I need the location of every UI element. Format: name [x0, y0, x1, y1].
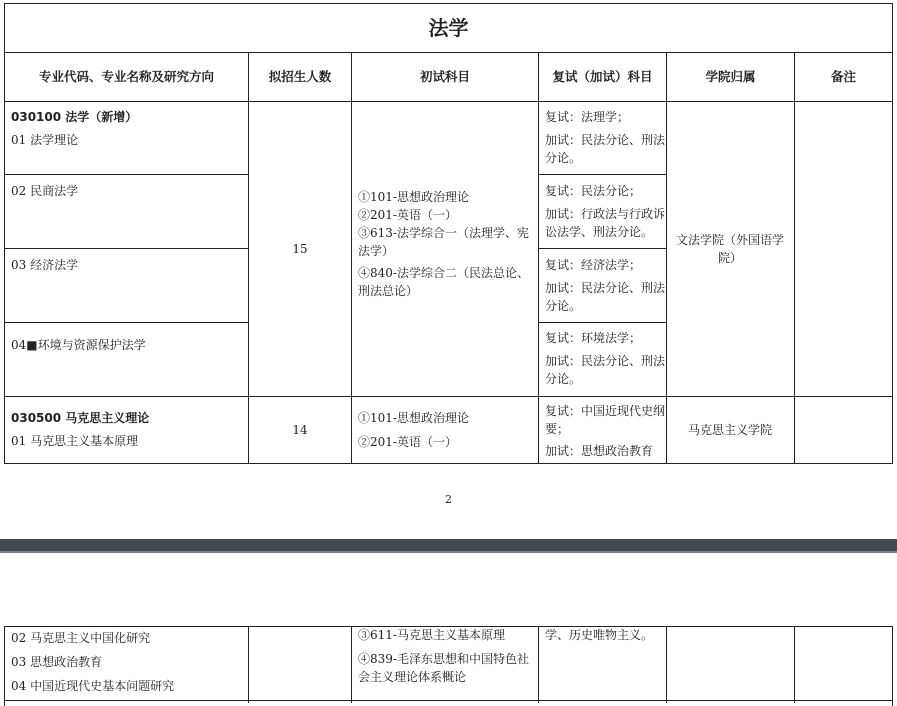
page-separator-shadow — [0, 551, 897, 553]
header-quota: 拟招生人数 — [268, 69, 332, 84]
retest-jia: 加试：民法分论、刑法分论。 — [545, 281, 666, 313]
retest-01 — [545, 108, 665, 167]
exam-item: ③613-法学综合一（法理学、宪法学） — [358, 226, 529, 258]
page2-retest-continued: 学、历史唯物主义。 — [545, 628, 654, 642]
exam-item: ①101-思想政治理论 — [358, 190, 469, 204]
retest-02 — [545, 182, 665, 241]
retest-fu: 复试：民法分论； — [545, 184, 642, 198]
page2-exam-subjects — [358, 626, 536, 686]
retest-fu: 复试：法理学； — [545, 110, 630, 124]
retest-fu: 复试：经济法学； — [545, 258, 642, 272]
law-exam-subjects — [358, 188, 536, 300]
marx-major-cell — [11, 409, 246, 450]
marx-direction-01: 01 马克思主义基本原理 — [11, 434, 139, 448]
page-separator — [0, 539, 897, 551]
header-major: 专业代码、专业名称及研究方向 — [38, 69, 214, 84]
law-college: 文法学院（外国语学院） — [675, 233, 784, 265]
marx-major-title: 030500 马克思主义理论 — [11, 411, 150, 425]
retest-jia: 加试：民法分论、刑法分论。 — [545, 133, 666, 165]
exam-item: ④839-毛泽东思想和中国特色社会主义理论体系概论 — [358, 652, 529, 684]
exam-item: ④840-法学综合二（民法总论、刑法总论） — [358, 266, 529, 298]
direction-04: 04■环境与资源保护法学 — [11, 338, 146, 352]
exam-item: ②201-英语（一） — [358, 435, 457, 449]
exam-item: ①101-思想政治理论 — [358, 411, 469, 425]
marx-retest — [545, 402, 665, 460]
law-quota: 15 — [292, 242, 308, 256]
direction-03-marx: 03 思想政治教育 — [11, 655, 103, 669]
page2-directions — [11, 626, 246, 698]
retest-03 — [545, 256, 665, 315]
direction-04-marx: 04 中国近现代史基本问题研究 — [11, 679, 175, 693]
direction-03: 03 经济法学 — [11, 258, 79, 272]
table-title: 法学 — [428, 16, 469, 40]
page-number: 2 — [445, 493, 452, 506]
header-notes: 备注 — [830, 69, 856, 84]
retest-jia: 加试：思想政治教育 — [545, 444, 654, 458]
marx-college: 马克思主义学院 — [687, 423, 772, 437]
retest-04 — [545, 329, 665, 388]
header-exam: 初试科目 — [419, 69, 470, 84]
exam-item: ②201-英语（一） — [358, 208, 457, 222]
direction-02-marx: 02 马克思主义中国化研究 — [11, 631, 151, 645]
header-retest: 复试（加试）科目 — [552, 69, 653, 84]
direction-02: 02 民商法学 — [11, 184, 79, 198]
marx-quota: 14 — [292, 423, 308, 437]
marx-exam-subjects — [358, 409, 536, 451]
retest-jia: 加试：行政法与行政诉讼法学、刑法分论。 — [545, 207, 666, 239]
law-major-cell — [11, 108, 246, 149]
retest-jia: 加试：民法分论、刑法分论。 — [545, 354, 666, 386]
direction-01: 01 法学理论 — [11, 133, 79, 147]
retest-fu: 复试：中国近现代史纲要； — [545, 404, 666, 436]
retest-fu: 复试：环境法学； — [545, 331, 642, 345]
law-major-title: 030100 法学（新增） — [11, 110, 138, 124]
exam-item: ③611-马克思主义基本原理 — [358, 628, 505, 642]
header-college: 学院归属 — [705, 69, 756, 84]
